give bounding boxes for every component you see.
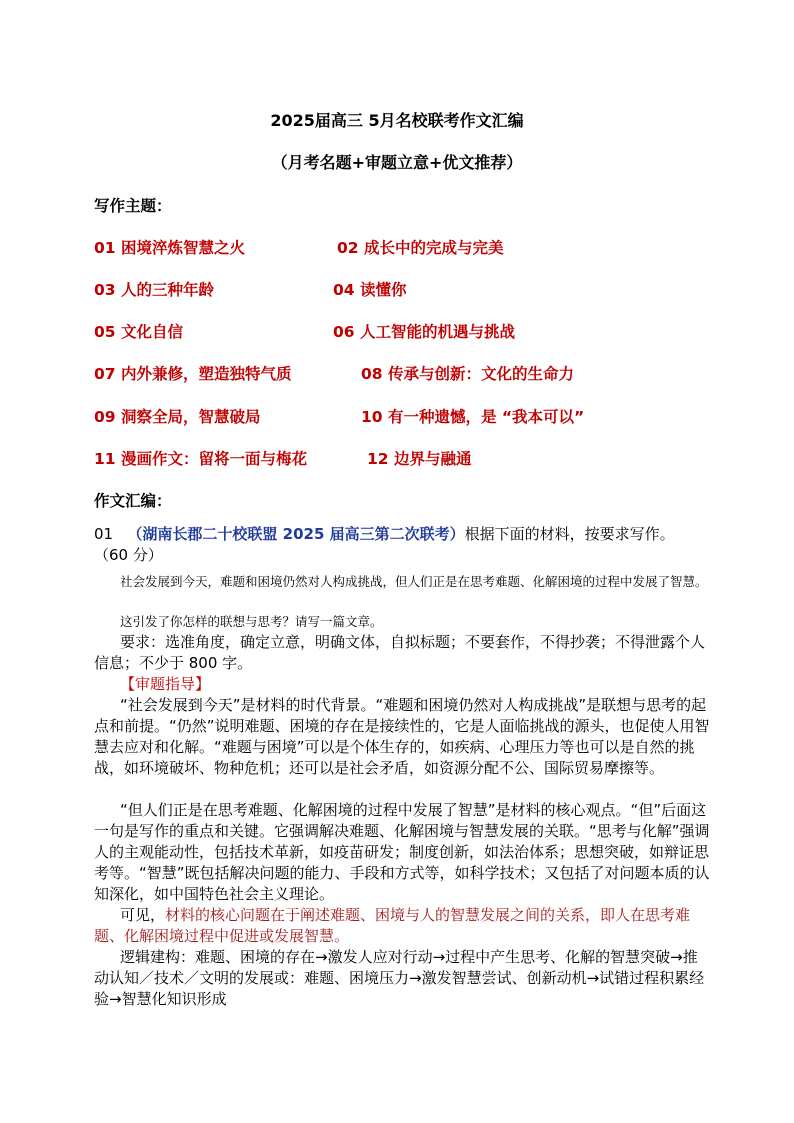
theme-item: 05 文化自信 [94,323,183,341]
theme-item: 12 边界与融通 [367,450,472,468]
document-title: 2025届高三 5月名校联考作文汇编 [270,111,524,130]
theme-item: 06 人工智能的机遇与挑战 [333,323,515,341]
question-header [94,524,710,566]
guide-paragraph-1: “社会发展到今天”是材料的时代背景。“难题和困境仍然对人构成挑战”是联想与思考的起点和前提。“仍然”说明难题、困境的存在是接续性的，它是人面临挑战的源头，也促使人用智慧去应对和化解。“难题与困境”可以是个体生存的，如疾病、心理压力等也可以是自然的挑战，如环境破坏、物种危机；还可以是社会矛盾，如资源分配不公、国际贸易摩擦等。 [94,696,710,777]
document-subtitle: （月考名题+审题立意+优文推荐） [271,153,523,172]
requirements-text: 要求：选准角度，确定立意，明确文体，自拟标题；不要套作，不得抄袭；不得泄露个人信息；不少于 800 字。 [94,633,706,672]
logic-construction: 逻辑建构：难题、困境的存在→激发人应对行动→过程中产生思考、化解的智慧突破→推动认知／技术／文明的发展或：难题、困境压力→激发智慧尝试、创新动机→试错过程积累经验→智慧化知识形成 [94,948,705,1008]
theme-item: 01 困境淬炼智慧之火 [94,239,245,257]
theme-item: 08 传承与创新：文化的生命力 [361,365,574,383]
theme-item: 04 读懂你 [333,281,407,299]
theme-item: 03 人的三种年龄 [94,281,214,299]
theme-item: 11 漫画作文：留将一面与梅花 [94,450,307,468]
essays-heading: 作文汇编： [94,492,172,510]
core-issue-text: 材料的核心问题在于阐述难题、困境与人的智慧发展之间的关系，即人在思考难题、化解困境过程中促进或发展智慧。 [94,906,691,945]
question-number: 01 [94,525,114,543]
theme-item: 10 有一种遗憾，是 “我本可以” [361,408,585,426]
guide-paragraph-2: “但人们正是在思考难题、化解困境的过程中发展了智慧”是材料的核心观点。“但”后面这一句是写作的重点和关键。它强调解决难题、化解困境与智慧发展的关联。“思考与化解”强调人的主观能动性，包括技术革新，如疫苗研发；制度创新，如法治体系；思想突破，如辩证思考等。“智慧”既包括解决问题的能力、手段和方式等，如科学技术；又包括了对问题本质的认知深化，如中国特色社会主义理论。 [94,801,710,903]
themes-heading: 写作主题： [94,197,172,215]
theme-item: 07 内外兼修，塑造独特气质 [94,365,292,383]
guide-label: 【审题指导】 [120,675,211,693]
question-source: （湖南长郡二十校联盟 2025 届高三第二次联考） [127,525,465,543]
theme-item: 09 洞察全局，智慧破局 [94,408,261,426]
material-question: 这引发了你怎样的联想与思考？请写一篇文章。 [120,614,383,629]
question-score: （60 分） [94,546,163,564]
material-text: 社会发展到今天，难题和困境仍然对人构成挑战，但人们正是在思考难题、化解困境的过程中发展了智慧。 [120,574,708,589]
guide-paragraph-3 [94,905,710,947]
theme-item: 02 成长中的完成与完美 [337,239,504,257]
question-prompt: 根据下面的材料，按要求写作。 [464,525,675,543]
conclusion-lead: 可见， [120,906,166,924]
